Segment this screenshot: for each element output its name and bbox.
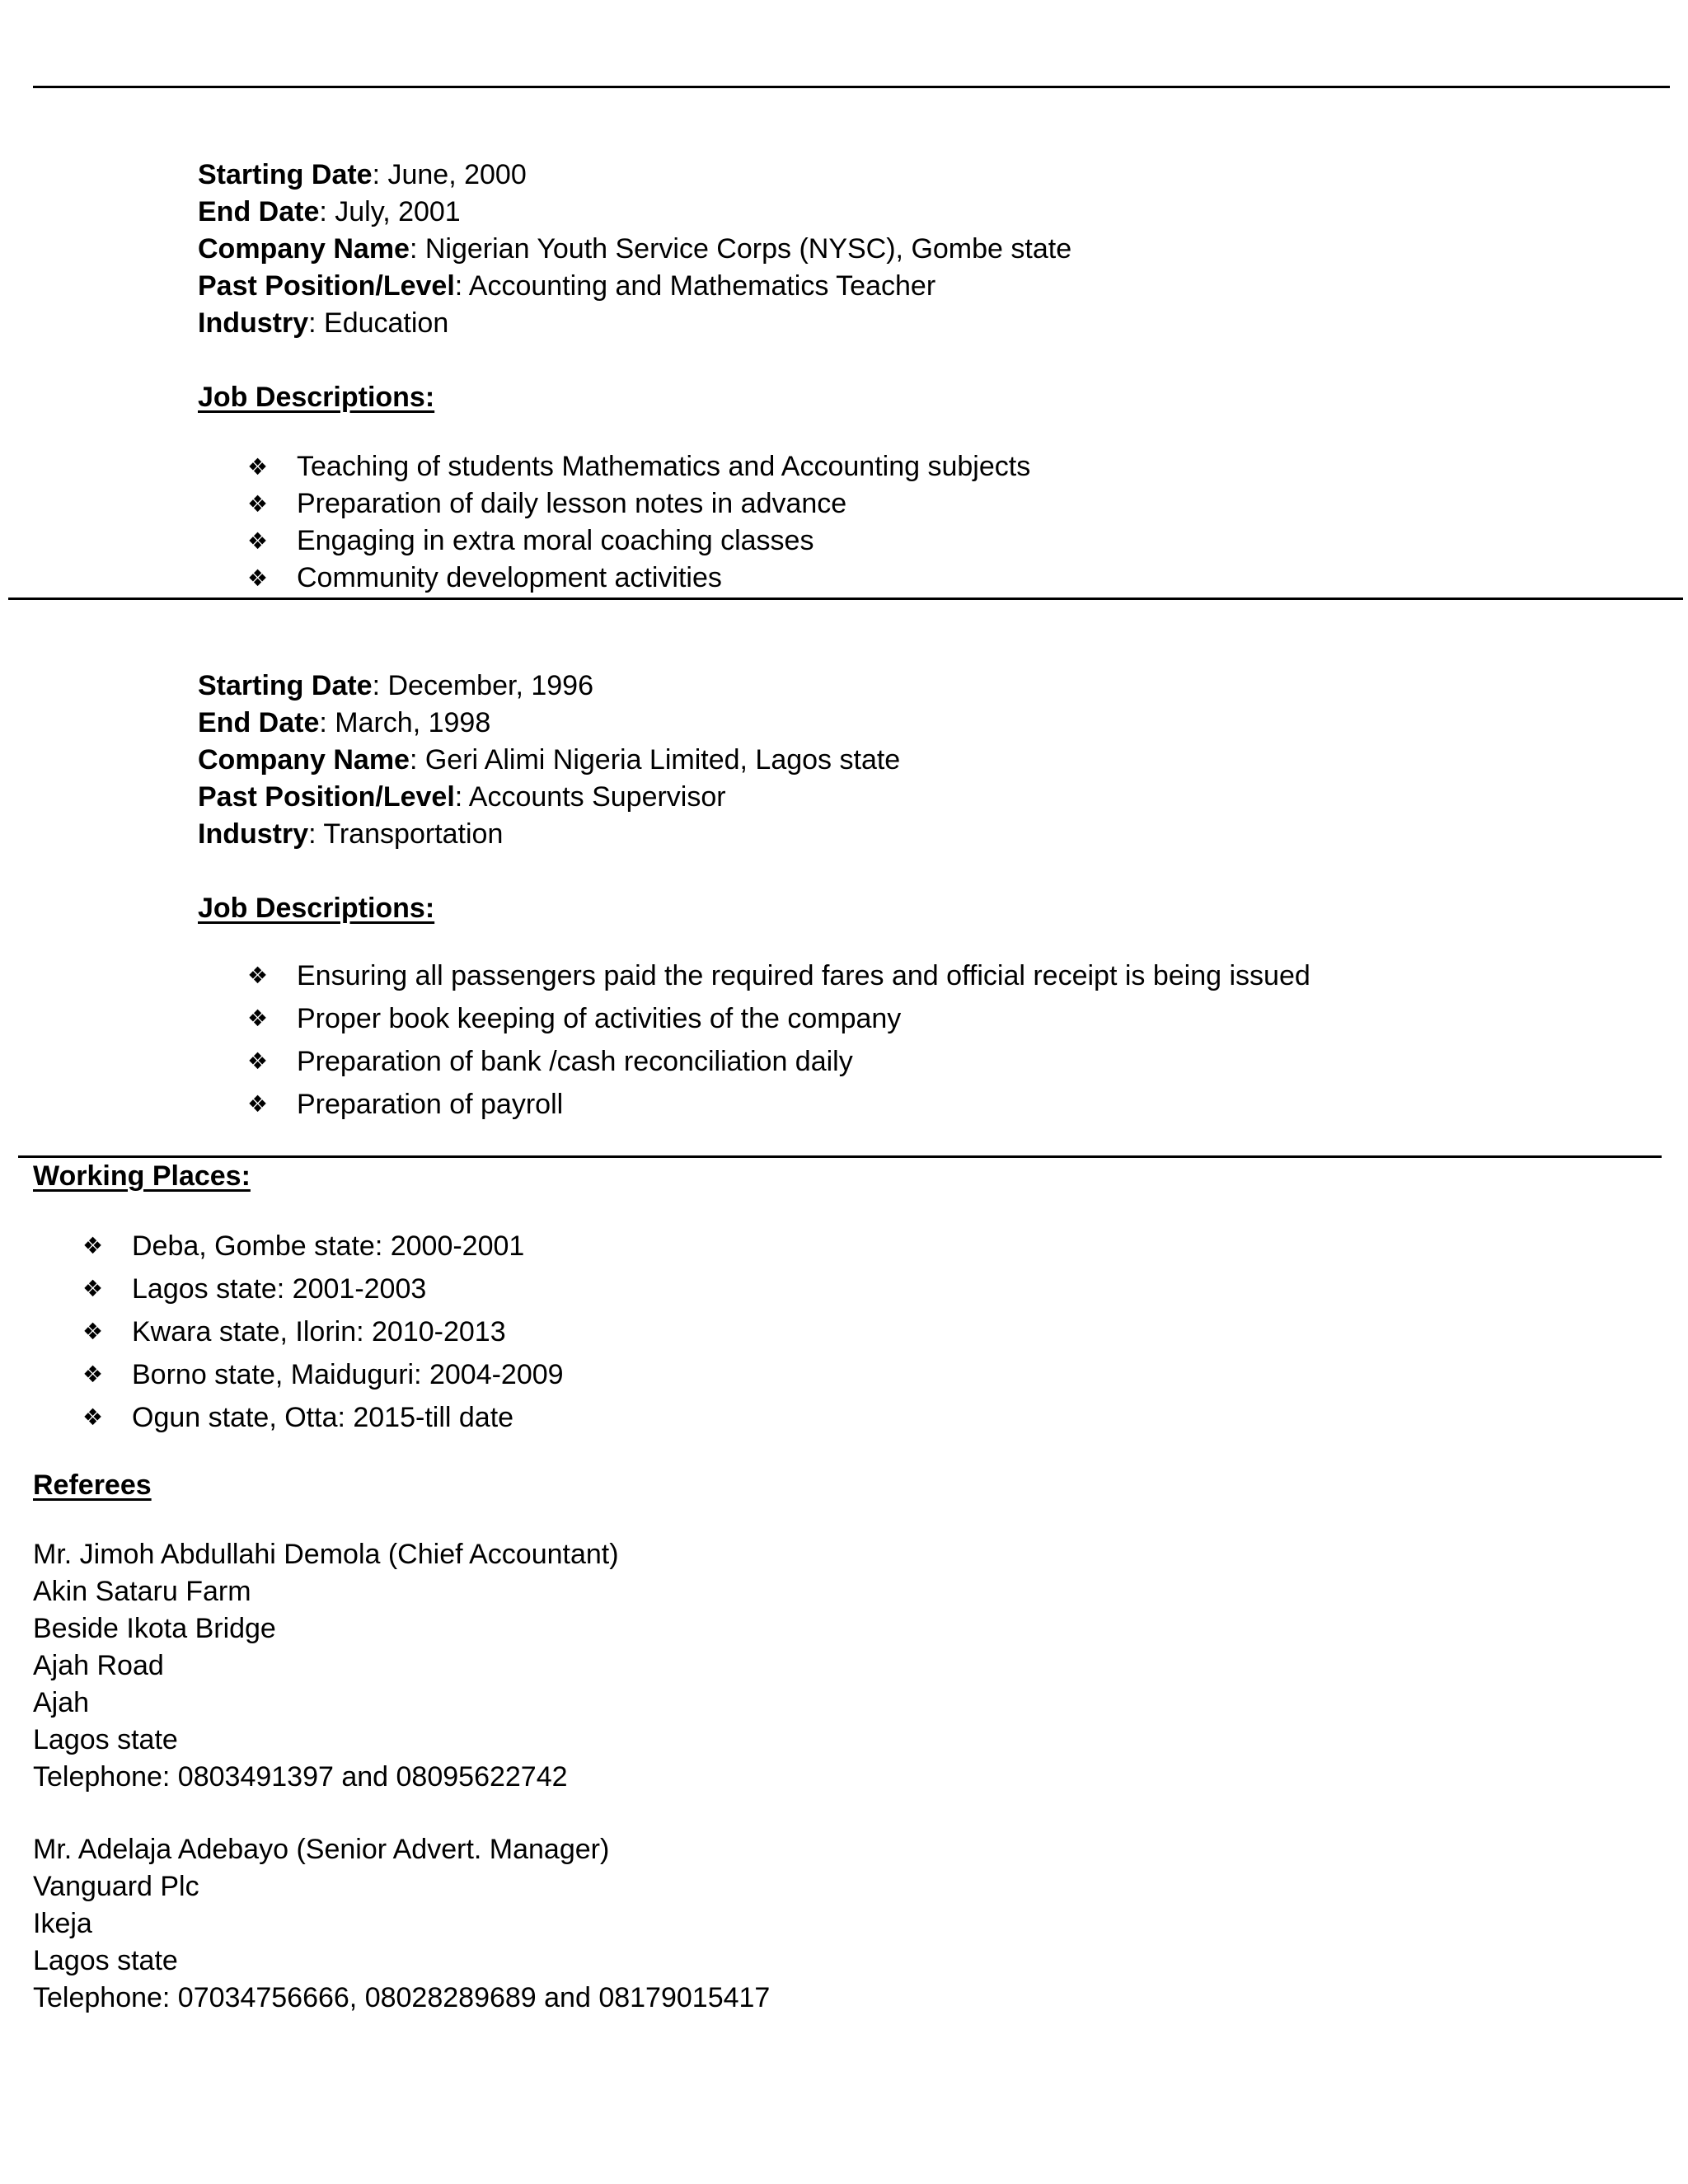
job2-details bbox=[198, 668, 900, 853]
job2-descriptions-list bbox=[247, 954, 1311, 1126]
referee-1-address-line: Akin Sataru Farm bbox=[33, 1576, 251, 1607]
job1-company: Company Name: Nigerian Youth Service Corps (NYSC), Gombe state bbox=[198, 233, 1072, 265]
job2-position: Past Position/Level: Accounts Supervisor bbox=[198, 781, 726, 813]
job2-end-date: End Date: March, 1998 bbox=[198, 707, 491, 738]
bullet-icon: ❖ bbox=[247, 490, 269, 518]
referee-1-address-line: Lagos state bbox=[33, 1724, 178, 1755]
job2-descriptions-heading: Job Descriptions: bbox=[198, 893, 435, 924]
list-item: ❖ Preparation of bank /cash reconciliation daily bbox=[247, 1040, 1311, 1083]
referee-2-address-line: Ikeja bbox=[33, 1908, 92, 1939]
job1-descriptions-list bbox=[247, 448, 1030, 597]
job-divider bbox=[8, 598, 1683, 600]
referees-heading: Referees bbox=[33, 1469, 152, 1501]
job1-starting-date: Starting Date: June, 2000 bbox=[198, 159, 527, 190]
bullet-icon: ❖ bbox=[82, 1404, 104, 1431]
referee-1-address-line: Ajah bbox=[33, 1687, 90, 1718]
list-item: ❖ Ogun state, Otta: 2015-till date bbox=[82, 1396, 564, 1439]
list-item: ❖ Borno state, Maiduguri: 2004-2009 bbox=[82, 1353, 564, 1396]
list-item: ❖ Teaching of students Mathematics and Accounting subjects bbox=[247, 448, 1030, 485]
bullet-icon: ❖ bbox=[82, 1275, 104, 1302]
job1-industry: Industry: Education bbox=[198, 307, 449, 339]
referee-1-name: Mr. Jimoh Abdullahi Demola (Chief Accountant) bbox=[33, 1539, 619, 1570]
job2-starting-date: Starting Date: December, 1996 bbox=[198, 670, 593, 701]
referee-1-address-line: Ajah Road bbox=[33, 1650, 164, 1681]
job1-descriptions-heading: Job Descriptions: bbox=[198, 382, 435, 413]
bullet-icon: ❖ bbox=[247, 1005, 269, 1032]
bullet-icon: ❖ bbox=[82, 1232, 104, 1259]
bullet-icon: ❖ bbox=[247, 527, 269, 555]
list-item: ❖ Preparation of payroll bbox=[247, 1083, 1311, 1126]
bullet-icon: ❖ bbox=[247, 453, 269, 480]
referee-2-name: Mr. Adelaja Adebayo (Senior Advert. Manager) bbox=[33, 1834, 610, 1865]
list-item: ❖ Ensuring all passengers paid the required fares and official receipt is being issued bbox=[247, 954, 1311, 997]
job2-company: Company Name: Geri Alimi Nigeria Limited, Lagos state bbox=[198, 744, 901, 776]
job1-details bbox=[198, 157, 1071, 342]
referee-1 bbox=[33, 1536, 619, 1796]
list-item: ❖ Kwara state, Ilorin: 2010-2013 bbox=[82, 1310, 564, 1353]
section-divider bbox=[18, 1155, 1662, 1158]
bullet-icon: ❖ bbox=[247, 565, 269, 592]
list-item: ❖ Deba, Gombe state: 2000-2001 bbox=[82, 1225, 564, 1268]
bullet-icon: ❖ bbox=[247, 962, 269, 989]
working-places-list bbox=[82, 1225, 564, 1439]
referee-1-address-line: Beside Ikota Bridge bbox=[33, 1613, 276, 1644]
referee-2-address-line: Lagos state bbox=[33, 1945, 178, 1976]
job1-end-date: End Date: July, 2001 bbox=[198, 196, 461, 227]
working-places-heading: Working Places: bbox=[33, 1160, 251, 1192]
bullet-icon: ❖ bbox=[82, 1361, 104, 1388]
referee-2 bbox=[33, 1831, 770, 2017]
job2-industry: Industry: Transportation bbox=[198, 818, 504, 850]
bullet-icon: ❖ bbox=[247, 1047, 269, 1075]
list-item: ❖ Preparation of daily lesson notes in advance bbox=[247, 485, 1030, 523]
referee-2-telephone: Telephone: 07034756666, 08028289689 and 08179015417 bbox=[33, 1982, 771, 2013]
bullet-icon: ❖ bbox=[82, 1318, 104, 1345]
job1-position: Past Position/Level: Accounting and Mathematics Teacher bbox=[198, 270, 936, 302]
bullet-icon: ❖ bbox=[247, 1090, 269, 1118]
list-item: ❖ Lagos state: 2001-2003 bbox=[82, 1268, 564, 1310]
list-item: ❖ Proper book keeping of activities of the company bbox=[247, 997, 1311, 1040]
top-divider bbox=[33, 86, 1670, 88]
list-item: ❖ Community development activities bbox=[247, 560, 1030, 597]
referee-2-address-line: Vanguard Plc bbox=[33, 1871, 199, 1902]
list-item: ❖ Engaging in extra moral coaching classes bbox=[247, 523, 1030, 560]
referee-1-telephone: Telephone: 0803491397 and 08095622742 bbox=[33, 1761, 568, 1793]
